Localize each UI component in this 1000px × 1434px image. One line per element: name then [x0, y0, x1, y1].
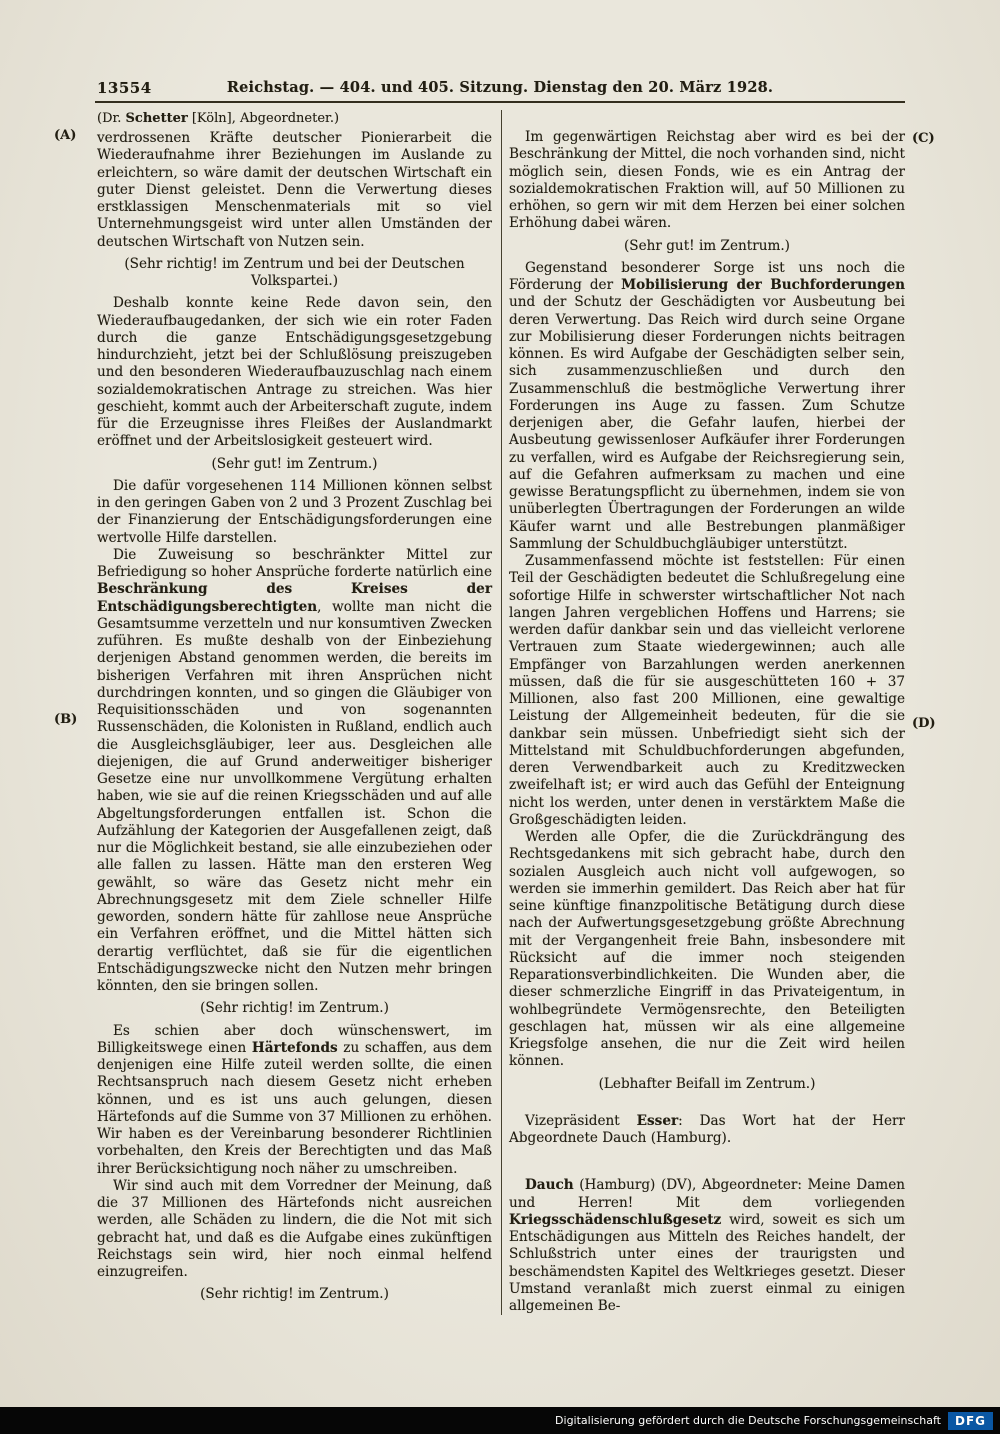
paragraph — [509, 129, 905, 233]
paragraph — [509, 553, 905, 829]
text-run: Es schien aber doch wünschenswert, im Billigkeitswege einen — [97, 1022, 492, 1056]
speaker-continuation-note — [97, 110, 492, 128]
text-run: Gegenstand besonderer Sorge ist uns noch die Förderung der — [509, 259, 905, 293]
text-run: Werden alle Opfer, die die Zurückdrängung des Rechtsgedankens mit sich gebracht habe, durch den sozialen Ausgleich auch nicht voll aufgewogen, so werden sie immerhin gemildert. Das Reich aber hat für seine künftige finanzpolitische Betätigung durch diese nach der Aufwertungsgesetzgebung größte Abrechnung mit der Vergangenheit freie Bahn, insbesondere mit Rücksicht auf die immer noch steigenden Reparationsverbindlichkeiten. Die Wunden aber, die dieser schmerzliche Eingriff in das Privateigentum, in wohlbegründete Vermögensrechte, den Beteiligten geschlagen hat, müssen wir als eine allgemeine Kriegsfolge ansehen, die nur die Zeit wird heilen können. — [509, 829, 905, 1070]
margin-mark-c: (C) — [912, 131, 935, 146]
text-run: Deshalb konnte keine Rede davon sein, den Wiederaufbaugedanken, der sich wie ein roter Faden durch die ganze Entschädigungsgesetzgebung hindurchzieht, jetzt bei der Schlußlösung preiszugeben und den besonderen Wiederaufbauzuschlag nach einem sozialdemokratischen Antrage zu streichen. Was hier geschieht, kommt auch der Arbeiterschaft zugute, indem für die Erzeugnisse ihres Fleißes der Auslandmarkt eröffnet und der Arbeitslosigkeit gesteuert wird. — [97, 295, 492, 450]
text-run: (Sehr richtig! im Zentrum.) — [200, 1286, 389, 1303]
emphasized-text: Mobilisierung der Buchforderungen — [621, 277, 905, 293]
text-run: Vizepräsident — [525, 1112, 637, 1129]
right-column — [509, 129, 905, 1315]
page-number: 13554 — [97, 79, 152, 97]
text-run: und der Schutz der Geschädigten vor Ausbeutung bei deren Verwertung. Das Reich wird durch seine Organe zur Mobilisierung dieser Forderungen nichts beitragen können. Es wird Aufgabe der Geschädigten selber sein, sich zusammenzuschließen und durch den Zusammenschluß die bestmögliche Verwertung ihrer Forderungen ins Auge zu fassen. Zum Schutze derjenigen aber, die Gefahr laufen, hierbei der Ausbeutung gewissenloser Aufkäufer ihrer Forderungen zu verfallen, wird es Aufgabe der Reichsregierung sein, auf die Gefahren aufmerksam zu machen und eine gewisse Beratungspflicht zu übernehmen, indem sie von unüberlegten Übertragungen der Forderungen an wilde Käufer warnt und alle Bestrebungen planmäßiger Sammlung der Schuldbuchgläubiger unterstützt. — [509, 294, 905, 552]
paragraph — [97, 1023, 492, 1178]
paragraph — [509, 1113, 905, 1148]
stage-direction — [119, 1000, 470, 1017]
page-title: Reichstag. — 404. und 405. Sitzung. Dienstag den 20. März 1928. — [226, 79, 774, 96]
emphasized-text: Beschränkung des Kreises der Entschädigungsberechtigten — [97, 581, 492, 615]
paragraph — [509, 1177, 905, 1315]
paragraph — [97, 130, 492, 251]
dfg-logo: DFG — [948, 1412, 993, 1430]
emphasized-text: Kriegsschädenschlußgesetz — [509, 1211, 722, 1228]
text-run: Die dafür vorgesehenen 114 Millionen können selbst in den geringen Gaben von 2 und 3 Prozent Zuschlag bei der Finanzierung der Entschädigungsforderungen eine wertvolle Hilfe darstellen. — [97, 477, 492, 546]
text-run: verdrossenen Kräfte deutscher Pionierarbeit die Wiederaufnahme ihrer Beziehungen im Auslande zu erleichtern, so wäre damit der deutschen Wirtschaft ein guter Dienst geleistet. Denn die Verwertung dieses erstklassigen Menschenmaterials mit so viel Unternehmungsgeist wird unter allen Umständen der deutschen Wirtschaft von Nutzen sein. — [97, 130, 492, 250]
header-divider-rule — [95, 101, 905, 103]
right-column-wrapper — [509, 110, 905, 1315]
text-run: (Sehr gut! im Zentrum.) — [624, 237, 790, 254]
digitization-footer-bar — [0, 1407, 1000, 1434]
text-run: (Sehr richtig! im Zentrum und bei der Deutschen Volkspartei.) — [124, 255, 465, 289]
emphasized-text: Esser — [636, 1112, 679, 1129]
column-divider-rule — [501, 110, 502, 1315]
stage-direction — [531, 1076, 883, 1093]
text-run: zu schaffen, aus dem denjenigen eine Hilfe zuteil werden sollte, die einen Rechtsanspruch nach diesem Gesetz nicht erheben können, und es ist uns auch gelungen, diesen Härtefonds auf die Summe von 37 Millionen zu erhöhen. Wir haben es der Vereinbarung besonderer Richtlinien vorbehalten, den Kreis der Berechtigten und das Maß ihrer Berücksichtigung noch näher zu umschreiben. — [97, 1039, 492, 1177]
stage-direction — [531, 238, 883, 255]
text-run: (Dr. — [97, 111, 126, 126]
paragraph — [97, 478, 492, 547]
text-run: Wir sind auch mit dem Vorredner der Meinung, daß die 37 Millionen des Härtefonds nicht ausreichen werden, alle Schäden zu lindern, die die Not mit sich gebracht hat, und daß es die Aufgabe eines zukünftigen Reichstags sein wird, hier noch einmal helfend einzugreifen. — [97, 1177, 492, 1280]
margin-mark-d: (D) — [912, 716, 936, 731]
text-run: (Lebhafter Beifall im Zentrum.) — [598, 1075, 816, 1092]
text-run: wird, soweit es sich um Entschädigungen aus Mitteln des Reiches handelt, der Schlußstrich unter eines der traurigsten und beschämendsten Kapitel des Weltkrieges gesetzt. Dieser Umstand veranlaßt mich zuerst einmal zu einigen allgemeinen Be- — [509, 1211, 905, 1314]
paragraph — [509, 260, 905, 553]
text-run: Im gegenwärtigen Reichstag aber wird es bei der Beschränkung der Mittel, die noch vorhanden sind, nicht möglich sein, diesen Fonds, wie es ein Antrag der sozialdemokratischen Fraktion will, auf 50 Millionen zu erhöhen, so gern wir mit dem Herzen bei einer solchen Erhöhung dabei wären. — [509, 129, 905, 232]
text-run: Die Zuweisung so beschränkter Mittel zur Befriedigung so hoher Ansprüche forderte natürlich eine — [97, 546, 492, 580]
text-run: Zusammenfassend möchte ist feststellen: Für einen Teil der Geschädigten bedeutet die Schlußregelung eine sofortige Hilfe in schwerster wirtschaftlicher Not nach langen Jahren vergeblichen Hoffens und Harrens; sie werden dafür dankbar sein und das vielleicht verlorene Vertrauen zum Staate wiedergewinnen; auch alle Empfänger von Barzahlungen werden anerkennen müssen, daß die für sie ausgeschütteten 160 + 37 Millionen, also fast 200 Millionen, eine gewaltige Leistung der Allgemeinheit bedeuten, für die sie dankbar sein müssen. Unbefriedigt sieht sich der Mittelstand mit Schuldbuchforderungen abgefunden, deren Verwendbarkeit auch zu Kreditzwecken zweifelhaft ist; er wird auch das Gefühl der Enteignung nicht los werden, unter denen in verstärktem Maße die Großgeschädigten leiden. — [509, 553, 905, 828]
left-column — [97, 130, 492, 1304]
speaker-name: Schetter — [125, 111, 188, 126]
text-run: (Sehr richtig! im Zentrum.) — [200, 1000, 389, 1017]
emphasized-text: Härtefonds — [251, 1039, 338, 1056]
paragraph — [97, 295, 492, 450]
emphasized-text: Dauch — [525, 1177, 574, 1194]
margin-mark-b: (B) — [54, 712, 78, 727]
text-run: , wollte man nicht die Gesamtsumme verzetteln und nur konsumtiven Zwecken zuführen. Es mußte deshalb von der Einbeziehung derjenigen Abstand genommen werden, die bereits im bisherigen Verfahren mit ihren Ansprüchen nicht durchdringen konnten, und so gingen die Gläubiger von Requisitionsschäden und von sogenannten Russenschäden, die Kolonisten in Rußland, endlich auch die Ausgleichsgläubiger, leer aus. Desgleichen alle diejenigen, die auf Grund anderweitiger bisheriger Gesetze eine nur unvollkommene Vergütung erhalten haben, wie sie auf die reinen Kriegsschäden und auf alle Abgeltungsforderungen entfallen ist. Schon die Aufzählung der Kategorien der Ausgefallenen zeigt, daß nur die Möglichkeit bestand, sie alle einzubeziehen oder alle fallen zu lassen. Hätte man den ersteren Weg gewählt, so wäre das Gesetz nicht mehr ein Abrechnungsgesetz mit dem Ziele schneller Hilfe geworden, sondern hätte für zahllose neue Ansprüche ein Verfahren eröffnet, und die Mittel hätten sich derartig verflüchtet, daß sie für die eigentlichen Entschädigungszwecke nicht den Nutzen mehr bringen könnten, den sie bringen sollen. — [97, 598, 492, 994]
paragraph — [97, 1178, 492, 1282]
paragraph — [509, 829, 905, 1071]
text-run: [Köln], Abgeordneter.) — [187, 111, 340, 126]
margin-mark-a: (A) — [54, 128, 77, 143]
stage-direction — [119, 1286, 470, 1303]
text-run: (Sehr gut! im Zentrum.) — [211, 455, 378, 472]
page-header — [95, 79, 905, 99]
text-run: (Hamburg) (DV), Abgeordneter: Meine Damen und Herren! Mit dem vorliegenden — [509, 1177, 905, 1211]
two-column-text-area — [97, 110, 905, 1315]
left-column-wrapper — [97, 110, 492, 1315]
digitization-credit-text: Digitalisierung gefördert durch die Deutsche Forschungsgemeinschaft — [555, 1414, 941, 1427]
stage-direction — [119, 456, 470, 473]
text-run: : Das Wort hat der Herr Abgeordnete Dauch (Hamburg). — [509, 1112, 905, 1146]
stage-direction — [119, 256, 470, 291]
paragraph — [97, 547, 492, 996]
